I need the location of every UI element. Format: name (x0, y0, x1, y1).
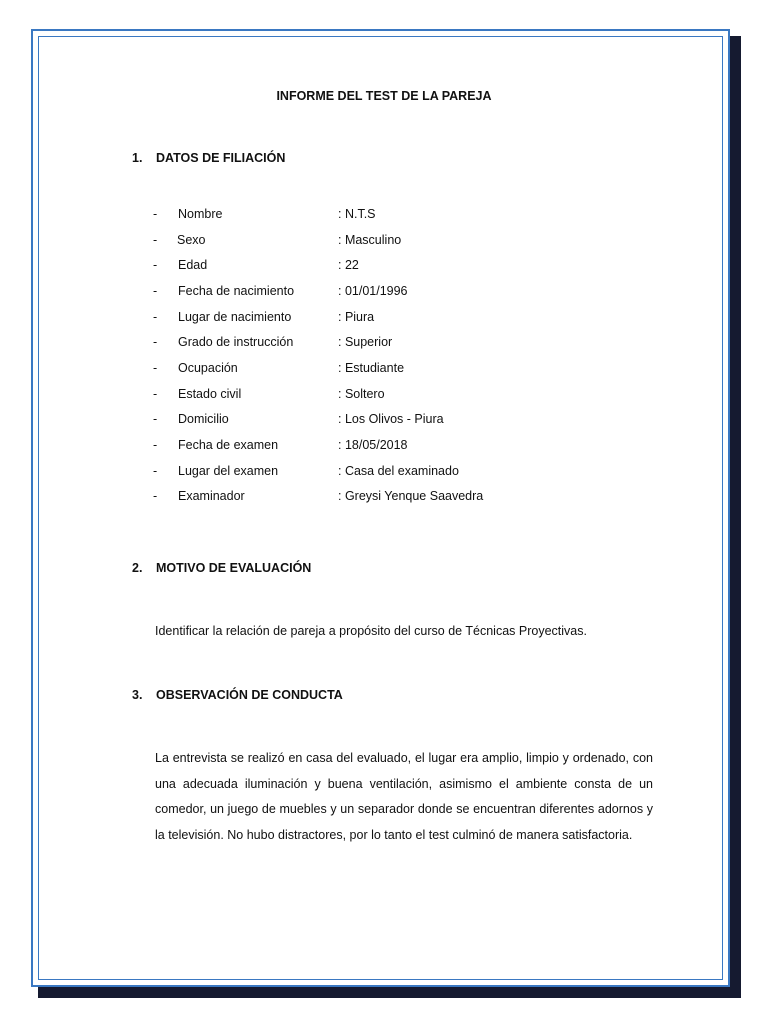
field-label: Estado civil (178, 387, 242, 401)
field-value: : Casa del examinado (338, 464, 459, 478)
field-label: Lugar del examen (178, 464, 279, 478)
list-bullet: - (153, 335, 158, 349)
field-label: Sexo (177, 233, 206, 247)
field-value: : Piura (338, 310, 375, 324)
field-label: Ocupación (178, 361, 238, 375)
list-bullet: - (153, 438, 158, 452)
field-value: : Los Olivos - Piura (338, 412, 444, 426)
list-bullet: - (153, 233, 158, 247)
section-title: OBSERVACIÓN DE CONDUCTA (156, 688, 343, 702)
field-value: : 01/01/1996 (338, 284, 408, 298)
field-label: Edad (178, 258, 208, 272)
list-bullet: - (153, 489, 158, 503)
field-value: : 22 (338, 258, 359, 272)
section-title: MOTIVO DE EVALUACIÓN (156, 561, 312, 575)
field-label: Fecha de nacimiento (178, 284, 295, 298)
section-number: 3. (132, 688, 143, 702)
list-bullet: - (153, 310, 158, 324)
field-label: Examinador (178, 489, 245, 503)
field-value: : N.T.S (338, 207, 376, 221)
field-value: : Greysi Yenque Saavedra (338, 489, 484, 503)
list-bullet: - (153, 258, 158, 272)
field-label: Domicilio (178, 412, 229, 426)
section-title: DATOS DE FILIACIÓN (156, 151, 286, 165)
motivo-paragraph: Identificar la relación de pareja a propósito del curso de Técnicas Proyectivas. (155, 624, 587, 638)
list-bullet: - (153, 412, 158, 426)
field-value: : Soltero (338, 387, 385, 401)
section-2-heading (132, 561, 311, 575)
list-bullet: - (153, 361, 158, 375)
document-title: INFORME DEL TEST DE LA PAREJA (276, 89, 492, 103)
field-value: : Estudiante (338, 361, 405, 375)
field-label: Lugar de nacimiento (178, 310, 292, 324)
section-number: 2. (132, 561, 143, 575)
field-value: : Masculino (338, 233, 402, 247)
field-value: : 18/05/2018 (338, 438, 408, 452)
field-label: Grado de instrucción (178, 335, 294, 349)
observacion-paragraph: La entrevista se realizó en casa del evaluado, el lugar era amplio, limpio y ordenado, con una adecuada iluminación y buena ventilación, asimismo el ambiente consta de un comedor, un juego de muebles y un separador donde se encuentran diferentes adornos y la televisión. No hubo distractores, por lo tanto el test culminó de manera satisfactoria. (155, 751, 653, 842)
field-value: : Superior (338, 335, 393, 349)
list-bullet: - (153, 207, 158, 221)
field-label: Fecha de examen (178, 438, 279, 452)
list-bullet: - (153, 284, 158, 298)
section-3-heading (132, 688, 343, 702)
field-label: Nombre (178, 207, 223, 221)
list-bullet: - (153, 464, 158, 478)
list-bullet: - (153, 387, 158, 401)
section-number: 1. (132, 151, 143, 165)
section-1-heading (132, 151, 285, 165)
